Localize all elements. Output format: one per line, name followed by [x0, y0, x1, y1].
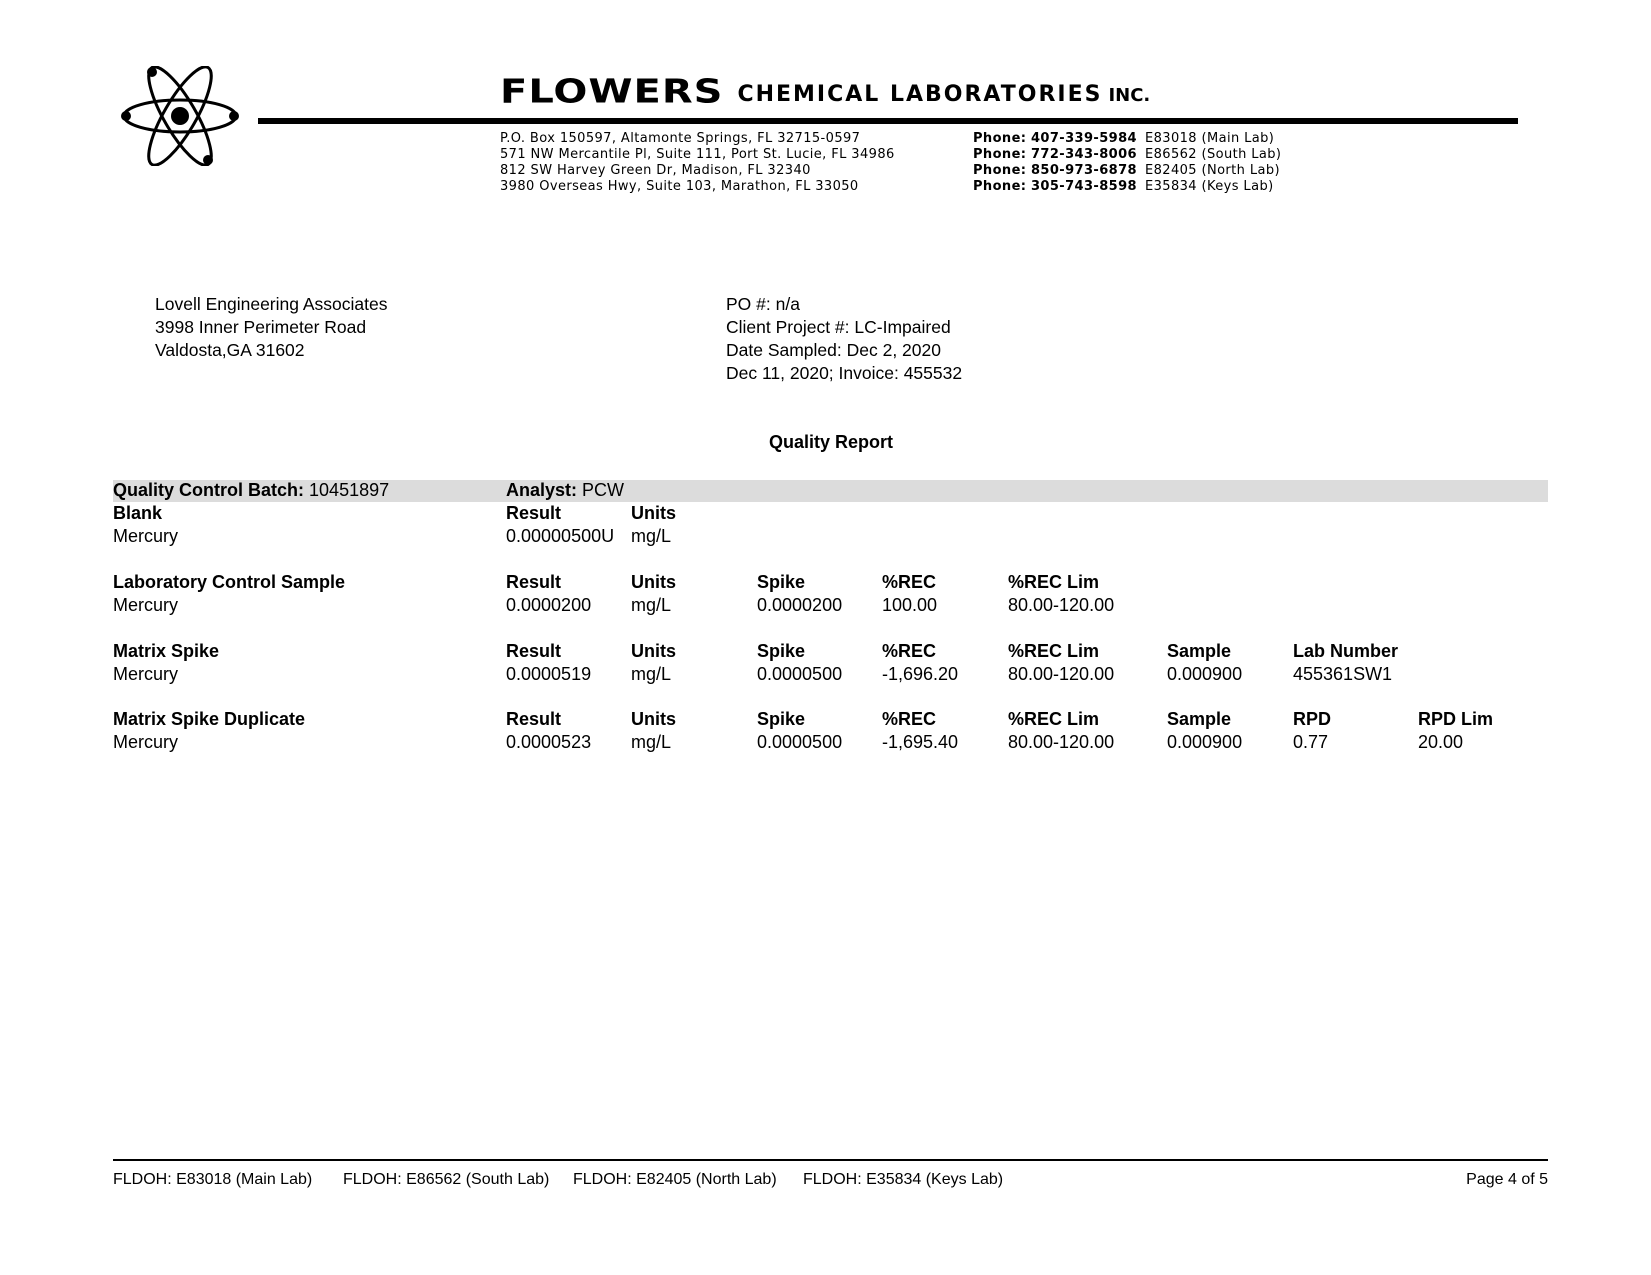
units-value: mg/L [631, 664, 672, 684]
client-project: Client Project #: LC-Impaired [726, 317, 951, 337]
page-number: Page 4 of 5 [1466, 1171, 1548, 1188]
rec-lim-value: 80.00-120.00 [1008, 732, 1115, 752]
col-header: Sample [1167, 709, 1232, 729]
lab-number-value: 455361SW1 [1293, 664, 1393, 684]
col-header: %REC [882, 572, 937, 592]
lab-name-sub: CHEMICAL LABORATORIES [737, 82, 1103, 107]
lab-name-main: FLOWERS [500, 72, 724, 111]
po-number: PO #: n/a [726, 294, 800, 314]
client-address [155, 293, 388, 362]
ms-heading: Matrix Spike [113, 641, 220, 661]
address-line: 812 SW Harvey Green Dr, Madison, FL 32340 [500, 163, 811, 178]
analyst-label: Analyst: [506, 480, 578, 500]
col-header: RPD [1293, 709, 1332, 729]
col-header: Units [631, 503, 676, 523]
batch-label-group [113, 479, 389, 501]
rec-lim-value: 80.00-120.00 [1008, 595, 1115, 615]
spike-value: 0.0000200 [757, 595, 843, 615]
units-value: mg/L [631, 526, 672, 546]
col-header: %REC [882, 641, 937, 661]
spike-value: 0.0000500 [757, 664, 843, 684]
lcs-heading: Laboratory Control Sample [113, 572, 346, 592]
header-rule [258, 118, 1518, 124]
col-header: %REC Lim [1008, 641, 1100, 661]
phone-line: Phone: 407-339-5984 E83018 (Main Lab) [973, 131, 1275, 146]
col-header: Lab Number [1293, 641, 1399, 661]
address-line: P.O. Box 150597, Altamonte Springs, FL 32715-0597 [500, 131, 861, 146]
lab-name [500, 68, 1151, 111]
msd-heading: Matrix Spike Duplicate [113, 709, 306, 729]
col-header: Units [631, 641, 676, 661]
footer-cert: FLDOH: E82405 (North Lab) [573, 1171, 777, 1188]
result-value: 0.00000500U [506, 526, 615, 546]
col-header: Result [506, 641, 562, 661]
address-line: 571 NW Mercantile Pl, Suite 111, Port St. Lucie, FL 34986 [500, 147, 895, 162]
client-city: Valdosta,GA 31602 [155, 340, 305, 360]
client-street: 3998 Inner Perimeter Road [155, 317, 367, 337]
spike-value: 0.0000500 [757, 732, 843, 752]
result-value: 0.0000200 [506, 595, 592, 615]
footer-cert: FLDOH: E86562 (South Lab) [343, 1171, 550, 1188]
rec-value: -1,696.20 [882, 664, 959, 684]
rec-lim-value: 80.00-120.00 [1008, 664, 1115, 684]
report-title: Quality Report [768, 432, 893, 452]
phone-line: Phone: 305-743-8598 E35834 (Keys Lab) [973, 179, 1274, 194]
footer-rule [113, 1159, 1548, 1161]
result-value: 0.0000519 [506, 664, 592, 684]
rpd-value: 0.77 [1293, 732, 1329, 752]
rec-value: -1,695.40 [882, 732, 959, 752]
result-value: 0.0000523 [506, 732, 592, 752]
footer-cert: FLDOH: E35834 (Keys Lab) [803, 1171, 1004, 1188]
units-value: mg/L [631, 595, 672, 615]
batch-label: Quality Control Batch: [113, 480, 305, 500]
sample-value: 0.000900 [1167, 732, 1243, 752]
col-header: Units [631, 572, 676, 592]
col-header: %REC [882, 709, 937, 729]
col-header: RPD Lim [1418, 709, 1494, 729]
blank-heading: Blank [113, 503, 163, 523]
lab-addresses [500, 131, 895, 195]
col-header: Result [506, 572, 562, 592]
batch-value: 10451897 [309, 480, 390, 500]
analyst-group [506, 479, 624, 501]
analyte: Mercury [113, 595, 179, 615]
units-value: mg/L [631, 732, 672, 752]
analyte: Mercury [113, 732, 179, 752]
col-header: Spike [757, 641, 806, 661]
analyte: Mercury [113, 664, 179, 684]
date-sampled: Date Sampled: Dec 2, 2020 [726, 340, 941, 360]
phone-line: Phone: 772-343-8006 E86562 (South Lab) [973, 147, 1282, 162]
col-header: Result [506, 709, 562, 729]
col-header: Result [506, 503, 562, 523]
analyte: Mercury [113, 526, 179, 546]
footer-cert: FLDOH: E83018 (Main Lab) [113, 1171, 313, 1188]
invoice-line: Dec 11, 2020; Invoice: 455532 [726, 363, 963, 383]
client-name: Lovell Engineering Associates [155, 294, 388, 314]
analyst-value: PCW [582, 480, 625, 500]
col-header: %REC Lim [1008, 709, 1100, 729]
col-header: Spike [757, 709, 806, 729]
sample-value: 0.000900 [1167, 664, 1243, 684]
col-header: %REC Lim [1008, 572, 1100, 592]
col-header: Units [631, 709, 676, 729]
lab-name-inc: INC. [1108, 85, 1151, 106]
phone-line: Phone: 850-973-6878 E82405 (North Lab) [973, 163, 1280, 178]
atom-logo-icon [118, 66, 242, 166]
address-line: 3980 Overseas Hwy, Suite 103, Marathon, FL 33050 [500, 179, 859, 194]
rec-value: 100.00 [882, 595, 938, 615]
lab-phones [973, 131, 1281, 195]
rpd-lim-value: 20.00 [1418, 732, 1464, 752]
project-info [726, 293, 962, 385]
col-header: Spike [757, 572, 806, 592]
col-header: Sample [1167, 641, 1232, 661]
